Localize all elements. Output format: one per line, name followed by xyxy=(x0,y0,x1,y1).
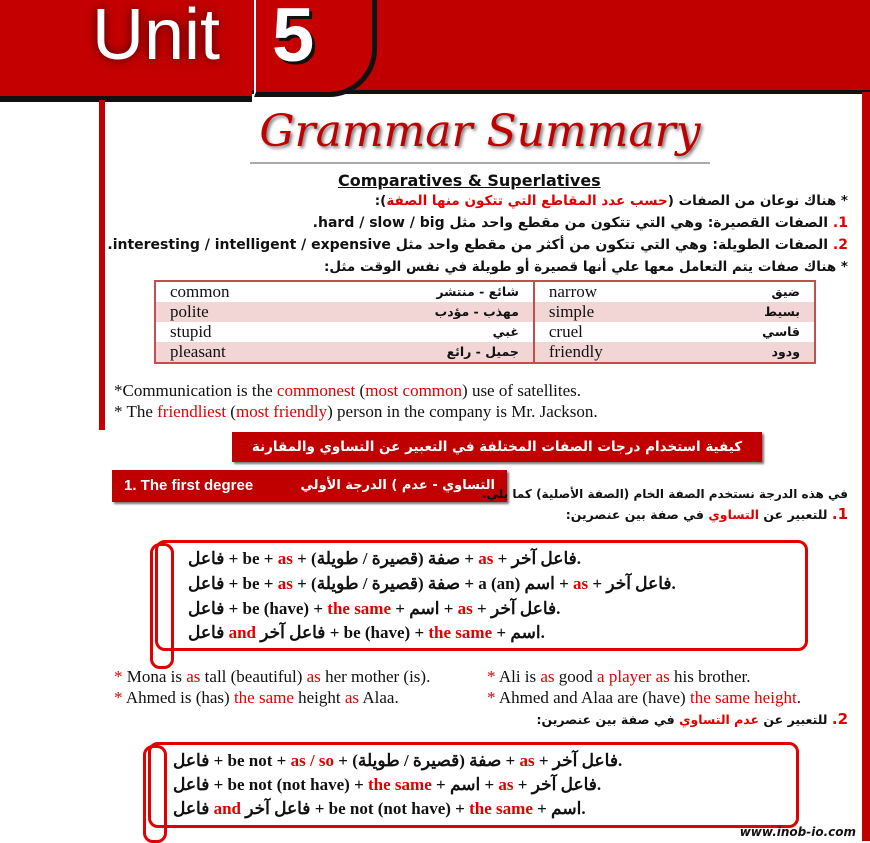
text-segment: . xyxy=(581,799,586,818)
text-segment: + xyxy=(501,751,520,770)
text-segment: + xyxy=(460,549,479,568)
text-segment: فاعل آخر xyxy=(260,623,326,642)
highlighted-text: the same xyxy=(428,623,493,642)
left-border-line xyxy=(99,100,105,430)
text-segment: فاعل xyxy=(188,549,225,568)
website-footer: www.inob-io.com xyxy=(739,825,856,839)
text-segment: فاعل آخر xyxy=(531,775,597,794)
table-row xyxy=(155,322,815,342)
point-1 xyxy=(566,505,848,524)
adjective-arabic: جميل - رائع xyxy=(321,342,534,363)
highlighted-text: friendliest xyxy=(157,402,227,421)
text-segment: + xyxy=(588,574,607,593)
text-segment: اسم xyxy=(510,623,541,642)
adjective-arabic: ضيق xyxy=(771,284,800,299)
text-segment: + xyxy=(513,775,532,794)
text-segment: + xyxy=(534,751,553,770)
highlighted-text: as / so xyxy=(290,751,335,770)
text-segment: ( xyxy=(226,402,236,421)
text-segment: + be + xyxy=(224,549,278,568)
text-segment: صفة xyxy=(423,574,461,593)
adjective-english: cruel xyxy=(548,322,583,341)
text-segment: Ahmed is (has) xyxy=(125,688,234,707)
text-segment: + xyxy=(334,751,353,770)
intro-text: * هناك نوعان من الصفات ( xyxy=(667,193,848,209)
list-number: 2. xyxy=(832,237,848,253)
equality-formula-box xyxy=(155,540,808,651)
highlighted-text: the same xyxy=(368,775,432,794)
text-segment: + xyxy=(493,549,512,568)
formula-line xyxy=(188,548,581,570)
text-segment: + a (an) xyxy=(460,574,525,593)
formula-line xyxy=(188,598,560,620)
text-segment: اسم xyxy=(449,775,481,794)
text-segment: *Communication is the xyxy=(114,381,277,400)
intro-text: الصفات القصيرة: وهي التي تتكون من مقطع واحد مثل hard / slow / big. xyxy=(312,215,833,231)
text-segment: ) person in the company is Mr. Jackson. xyxy=(327,402,598,421)
highlighted-text: the same xyxy=(233,688,294,707)
adjective-english: stupid xyxy=(170,322,212,341)
example-sentence xyxy=(114,688,399,708)
formula-line xyxy=(173,750,622,772)
highlighted-text: as xyxy=(457,599,473,618)
text-segment: . xyxy=(556,599,561,618)
highlighted-text: * xyxy=(114,688,126,707)
section-banner: كيفية استخدام درجات الصفات المختلفة في التعبير عن التساوي والمقارنة xyxy=(232,432,762,462)
highlighted-text: a player as xyxy=(597,667,670,686)
adjectives-table xyxy=(154,280,816,364)
highlighted-text: * xyxy=(487,667,499,686)
table-row xyxy=(155,302,815,322)
unit-label: Unit xyxy=(92,0,221,75)
list-number: 1. xyxy=(831,505,848,523)
formula-line xyxy=(173,774,601,796)
table-row xyxy=(155,342,815,363)
first-degree-label: 1. The first degree xyxy=(124,477,254,494)
section-heading: Comparatives & Superlatives xyxy=(338,171,601,190)
text-segment: + xyxy=(492,623,511,642)
highlighted-text: the same height xyxy=(689,688,797,707)
text-segment: فاعل xyxy=(173,775,210,794)
text-segment: فاعل xyxy=(188,574,225,593)
text-segment: Ali is xyxy=(498,667,541,686)
intro-text: ): xyxy=(374,193,387,209)
adjective-english: common xyxy=(170,282,230,301)
text-segment: فاعل آخر xyxy=(606,574,672,593)
text-segment: صفة xyxy=(464,751,502,770)
adjective-arabic: غبي xyxy=(321,322,534,342)
degree-intro: في هذه الدرجة نستخدم الصفة الخام (الصفة الأصلية) كما يلي. xyxy=(482,487,848,501)
highlighted-text: the same xyxy=(469,799,533,818)
point-text: في صفة بين عنصرين: xyxy=(565,507,709,522)
text-segment: . xyxy=(671,574,676,593)
adjective-english: polite xyxy=(170,302,209,321)
highlighted-text: the same xyxy=(327,599,392,618)
text-segment: (قصيرة / طويلة) xyxy=(352,751,465,770)
text-segment: ) use of satellites. xyxy=(462,381,581,400)
text-segment: + xyxy=(480,775,499,794)
page-title: Grammar Summary xyxy=(250,104,710,164)
first-degree-arabic: التساوي - عدم ) الدرجة الأولي xyxy=(300,478,495,493)
text-segment: + xyxy=(554,574,573,593)
formula-line xyxy=(188,622,545,644)
text-segment: + be not + xyxy=(209,751,291,770)
highlighted-text: commonest xyxy=(276,381,356,400)
text-segment: فاعل xyxy=(188,623,225,642)
text-segment: + be not (not have) + xyxy=(310,799,470,818)
text-segment: اسم xyxy=(524,574,555,593)
formula-line xyxy=(188,573,676,595)
highlighted-text: most common xyxy=(365,381,463,400)
example-sentence xyxy=(487,667,750,687)
point-text: للتعبير عن xyxy=(759,712,832,727)
text-segment: Alaa. xyxy=(359,688,399,707)
text-segment: Mona is xyxy=(126,667,187,686)
text-segment: فاعل آخر xyxy=(245,799,311,818)
highlighted-text: as xyxy=(306,667,321,686)
text-segment: good xyxy=(554,667,598,686)
scroll-curl-decoration xyxy=(143,745,167,843)
text-segment: فاعل آخر xyxy=(511,549,577,568)
highlighted-text: and xyxy=(228,623,256,642)
text-segment: + be (have) + xyxy=(224,599,328,618)
adjective-english: narrow xyxy=(548,282,598,301)
adjective-arabic: ودود xyxy=(771,344,800,359)
text-segment: his brother. xyxy=(669,667,751,686)
highlighted-text: as xyxy=(277,574,293,593)
highlighted-text: as xyxy=(186,667,201,686)
text-segment: + be + xyxy=(224,574,278,593)
adjective-english: pleasant xyxy=(170,342,226,361)
example-sentence xyxy=(114,667,430,687)
text-segment: + xyxy=(439,599,458,618)
right-border-line xyxy=(862,92,870,841)
unit-number: 5 xyxy=(272,0,315,78)
text-segment: فاعل آخر xyxy=(552,751,618,770)
text-segment: tall (beautiful) xyxy=(200,667,307,686)
highlighted-text: as xyxy=(519,751,535,770)
adjective-arabic: بسيط xyxy=(764,304,800,319)
text-segment: + xyxy=(431,775,450,794)
highlighted-text: as xyxy=(344,688,360,707)
highlighted-text: and xyxy=(213,799,241,818)
formula-line xyxy=(173,798,586,820)
text-segment: فاعل xyxy=(173,751,210,770)
text-segment: (قصيرة / طويلة) xyxy=(311,549,424,568)
point-text: في صفة بين عنصرين: xyxy=(536,712,680,727)
highlighted-text: * xyxy=(114,667,127,686)
text-segment: her mother (is). xyxy=(320,667,431,686)
text-segment: . xyxy=(796,688,801,707)
text-segment: اسم xyxy=(551,799,582,818)
text-segment: . xyxy=(576,549,581,568)
adjective-arabic: شائع - منتشر xyxy=(321,281,534,302)
text-segment: ( xyxy=(355,381,366,400)
text-segment: + xyxy=(532,799,552,818)
adjective-english: simple xyxy=(548,302,595,321)
text-segment: + be (have) + xyxy=(325,623,429,642)
example-sentence xyxy=(487,688,801,708)
intro-text: الصفات الطويلة: وهي التي تتكون من أكثر من مقطع واحد مثل interesting / intelligent / expensive. xyxy=(107,237,833,253)
text-segment: + xyxy=(292,549,312,568)
list-number: 1. xyxy=(832,215,848,231)
point-highlight: عدم التساوي xyxy=(679,712,760,727)
text-segment: فاعل آخر xyxy=(490,599,557,618)
text-segment: فاعل xyxy=(173,799,210,818)
text-segment: . xyxy=(596,775,602,794)
text-segment: height xyxy=(293,688,345,707)
text-segment: + xyxy=(292,574,312,593)
highlighted-text: * xyxy=(487,688,499,707)
text-segment: + xyxy=(391,599,410,618)
text-segment: . xyxy=(540,623,545,642)
text-segment: اسم xyxy=(409,599,440,618)
point-text: للتعبير عن xyxy=(759,507,832,522)
highlighted-text: as xyxy=(540,667,555,686)
intro-line-1 xyxy=(375,192,848,211)
text-segment: * The xyxy=(114,402,158,421)
table-row xyxy=(155,281,815,302)
intro-line-2 xyxy=(313,214,848,233)
adjective-english: friendly xyxy=(548,342,603,361)
list-number: 2. xyxy=(831,710,848,728)
scroll-curl-decoration xyxy=(150,543,174,669)
highlighted-text: as xyxy=(478,549,494,568)
point-2 xyxy=(536,710,848,729)
adjective-arabic: قاسي xyxy=(762,324,800,339)
intro-line-4: * هناك صفات يتم التعامل معها علي أنها قصيرة أو طويلة في نفس الوقت مثل: xyxy=(323,259,848,275)
intro-highlight: حسب عدد المقاطع التي تتكون منها الصفة xyxy=(386,193,668,209)
text-segment: + xyxy=(472,599,491,618)
text-segment: صفة xyxy=(423,549,461,568)
text-segment: Ahmed and Alaa are (have) xyxy=(498,688,690,707)
highlighted-text: as xyxy=(498,775,514,794)
example-sentence xyxy=(114,402,598,422)
highlighted-text: as xyxy=(277,549,293,568)
text-segment: فاعل xyxy=(188,599,225,618)
adjective-arabic: مهذب - مؤدب xyxy=(321,302,534,322)
highlighted-text: as xyxy=(573,574,589,593)
example-sentence xyxy=(114,381,581,401)
intro-line-3 xyxy=(107,236,848,255)
text-segment: (قصيرة / طويلة) xyxy=(311,574,424,593)
text-segment: + be not (not have) + xyxy=(209,775,369,794)
point-highlight: التساوي xyxy=(708,507,760,522)
first-degree-banner xyxy=(112,470,507,502)
text-segment: . xyxy=(617,751,623,770)
highlighted-text: most friendly xyxy=(235,402,328,421)
inequality-formula-box xyxy=(148,742,799,828)
